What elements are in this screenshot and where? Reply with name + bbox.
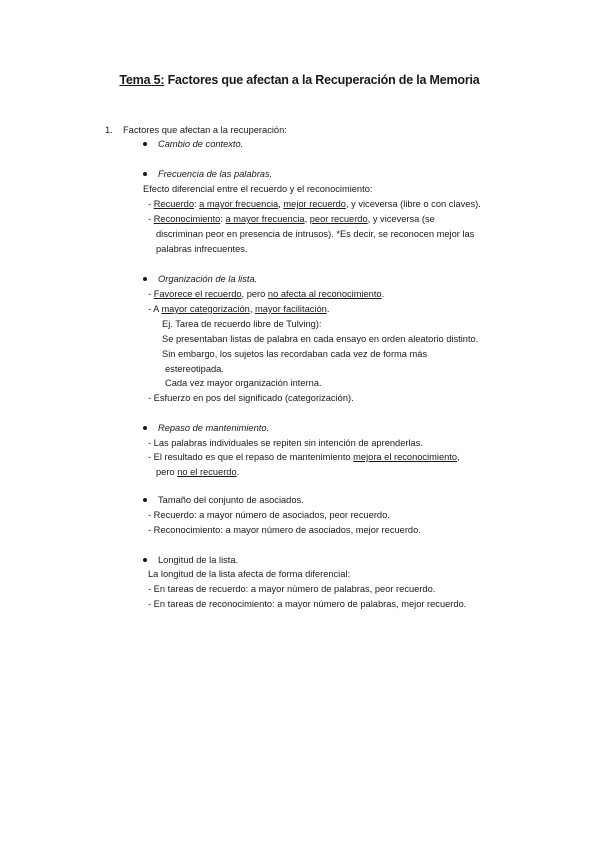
- title-lead: Tema 5:: [119, 73, 165, 87]
- longitud-line-2: - En tareas de reconocimiento: a mayor número de palabras, mejor recuerdo.: [148, 599, 467, 609]
- frecuencia-reconocimiento-cont1: discriminan peor en presencia de intrusos). *Es decir, se reconocen mejor las: [156, 229, 475, 239]
- bullet-icon: [143, 558, 147, 562]
- page-title: [0, 73, 599, 87]
- repaso-line-2: - El resultado es que el repaso de mantenimiento mejora el reconocimiento,: [148, 452, 460, 462]
- longitud-line-1: - En tareas de recuerdo: a mayor número de palabras, peor recuerdo.: [148, 584, 436, 594]
- item-frecuencia: Frecuencia de las palabras.: [158, 169, 273, 179]
- tamano-line-1: - Recuerdo: a mayor número de asociados, peor recuerdo.: [148, 510, 390, 520]
- repaso-line-1: - Las palabras individuales se repiten sin intención de aprenderlas.: [148, 438, 423, 448]
- bullet-icon: [143, 277, 147, 281]
- frecuencia-reconocimiento-cont2: palabras infrecuentes.: [156, 244, 248, 254]
- organizacion-ejemplo-1: Ej. Tarea de recuerdo libre de Tulving):: [162, 319, 322, 329]
- organizacion-ejemplo-2: Se presentaban listas de palabra en cada ensayo en orden aleatorio distinto.: [162, 334, 479, 344]
- section-number: 1.: [105, 125, 113, 135]
- frecuencia-recuerdo-line: - Recuerdo: a mayor frecuencia, mejor recuerdo, y viceversa (libre o con claves).: [148, 199, 481, 209]
- item-tamano: Tamaño del conjunto de asociados.: [158, 495, 304, 505]
- frecuencia-reconocimiento-line: - Reconocimiento: a mayor frecuencia, peor recuerdo, y viceversa (se: [148, 214, 435, 224]
- bullet-icon: [143, 142, 147, 146]
- item-longitud: Longitud de la lista.: [158, 555, 239, 565]
- bullet-icon: [143, 172, 147, 176]
- organizacion-line-3: - Esfuerzo en pos del significado (categorización).: [148, 393, 354, 403]
- longitud-intro: La longitud de la lista afecta de forma diferencial:: [148, 569, 351, 579]
- organizacion-line-2: - A mayor categorización, mayor facilitación.: [148, 304, 330, 314]
- organizacion-ejemplo-4: estereotipada.: [165, 364, 224, 374]
- tamano-line-2: - Reconocimiento: a mayor número de asociados, mejor recuerdo.: [148, 525, 421, 535]
- repaso-line-3: pero no el recuerdo.: [156, 467, 240, 477]
- frecuencia-intro: Efecto diferencial entre el recuerdo y el reconocimiento:: [143, 184, 373, 194]
- organizacion-line-1: - Favorece el recuerdo, pero no afecta al reconocimiento.: [148, 289, 385, 299]
- section-heading: Factores que afectan a la recuperación:: [123, 125, 287, 135]
- organizacion-ejemplo-3: Sin embargo, los sujetos las recordaban cada vez de forma más: [162, 349, 428, 359]
- item-organizacion: Organización de la lista.: [158, 274, 258, 284]
- organizacion-ejemplo-5: Cada vez mayor organización interna.: [165, 378, 322, 388]
- item-cambio-contexto: Cambio de contexto.: [158, 139, 244, 149]
- bullet-icon: [143, 498, 147, 502]
- item-repaso: Repaso de mantenimiento.: [158, 423, 270, 433]
- title-rest: Factores que afectan a la Recuperación de la Memoria: [164, 73, 480, 87]
- bullet-icon: [143, 426, 147, 430]
